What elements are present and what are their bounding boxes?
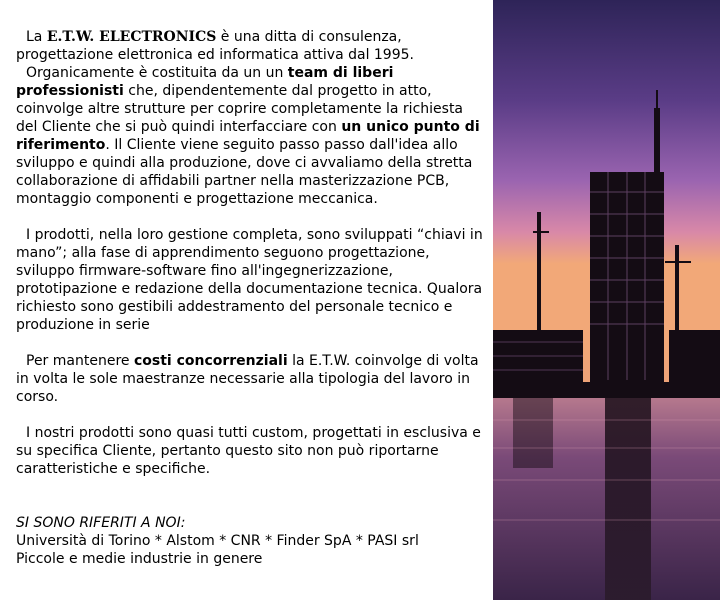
- single-point-highlight: un unico punto di riferimento: [16, 119, 480, 153]
- custom-paragraph: [16, 424, 488, 478]
- references-block: [16, 514, 488, 568]
- intro-text: La: [26, 29, 47, 45]
- costs-paragraph: [16, 352, 488, 406]
- company-name: E.T.W. ELECTRONICS: [46, 29, 217, 45]
- costs-text: Per mantenere: [26, 353, 134, 369]
- references-industries: Piccole e medie industrie in genere: [16, 551, 263, 567]
- intro-text: è una ditta di consulenza, progettazione elettronica ed informatica attiva dal 1995.: [16, 29, 414, 63]
- main-text: [16, 28, 488, 568]
- intro-text: . Il Cliente viene seguito passo passo dall'idea allo sviluppo e quindi alla produzione, dove ci avvaliamo della stretta collaborazione di affidabili partner nella masterizzazione PCB, montaggio componenti e progettazione meccanica.: [16, 137, 473, 207]
- references-heading: SI SONO RIFERITI A NOI:: [16, 515, 186, 531]
- costs-text: la E.T.W. coinvolge di volta in volta le sole maestranze necessarie alla tipologia del lavoro in corso.: [16, 353, 479, 405]
- intro-text: che, dipendentemente dal progetto in atto, coinvolge altre strutture per coprire completamente la richiesta del Cliente che si può quindi interfacciare con: [16, 83, 464, 135]
- custom-text: I nostri prodotti sono quasi tutti custom, progettati in esclusiva e su specifica Cliente, pertanto questo sito non può riportarne caratteristiche e specifiche.: [16, 425, 481, 477]
- costs-highlight: costi concorrenziali: [133, 353, 288, 369]
- intro-paragraph: [16, 28, 488, 208]
- products-paragraph: [16, 226, 488, 334]
- skyline-image: [493, 0, 720, 600]
- references-clients: Università di Torino * Alstom * CNR * Finder SpA * PASI srl: [16, 533, 419, 549]
- intro-text: Organicamente è costituita da un un: [26, 65, 288, 81]
- construction-skyline-photo: [493, 0, 720, 600]
- products-text: I prodotti, nella loro gestione completa, sono sviluppati “chiavi in mano”; alla fase di apprendimento seguono progettazione, sviluppo firmware-software fino all'ingegnerizzazione, prototipazione e redazione della documentazione tecnica. Qualora richiesto sono gestibili addestramento del personale tecnico e produzione in serie: [16, 227, 483, 333]
- team-highlight: team di liberi professionisti: [16, 65, 394, 99]
